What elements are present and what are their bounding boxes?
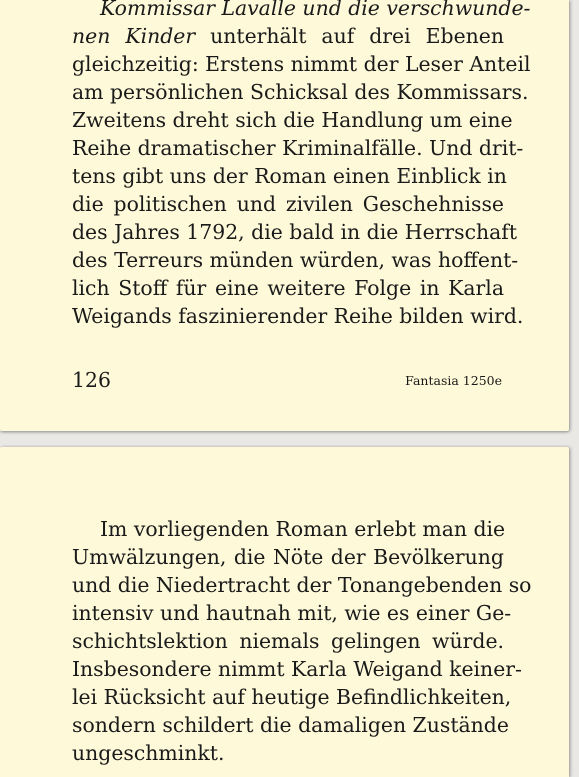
- text-line: die politischen und zivilen Geschehnisse: [72, 192, 504, 216]
- text-line: intensiv und hautnah mit, wie es einer Ge-: [72, 601, 512, 625]
- bottom-page-text: [72, 515, 532, 767]
- text-line: sondern schildert die damaligen Zustände: [72, 713, 509, 737]
- italic-title-fragment: nen Kinder: [72, 24, 196, 48]
- text-line: Umwälzungen, die Nöte der Bevölkerung: [72, 545, 504, 569]
- text-line: lich Stoff für eine weitere Folge in Karla: [72, 276, 504, 300]
- text-line: lei Rücksicht auf heutige Befindlichkeiten,: [72, 685, 512, 709]
- text-line: [72, 22, 504, 50]
- text-line: gleichzeitig: Erstens nimmt der Leser Anteil: [72, 52, 531, 76]
- text-line: [72, 0, 531, 22]
- text-line: des Terreurs münden würden, was hoffent-: [72, 248, 519, 272]
- text-line: schichtslektion niemals gelingen würde.: [72, 629, 504, 653]
- text-line: am persönlichen Schicksal des Kommissars.: [72, 80, 529, 104]
- text-line: Weigands faszinierender Reihe bilden wird.: [72, 304, 524, 328]
- line-text: unterhält auf drei Ebenen: [195, 24, 504, 48]
- text-line: Insbesondere nimmt Karla Weigand keiner-: [72, 657, 522, 681]
- text-line: Zweitens dreht sich die Handlung um eine: [72, 108, 513, 132]
- top-page-text: [72, 0, 531, 330]
- text-line: tens gibt uns der Roman einen Einblick in: [72, 164, 507, 188]
- text-line: Im vorliegenden Roman erlebt man die: [100, 517, 506, 541]
- bottom-page: [0, 447, 569, 777]
- series-imprint: Fantasia 1250e: [405, 373, 502, 388]
- text-line: des Jahres 1792, die bald in die Herrschaft: [72, 220, 518, 244]
- text-line: Reihe dramatischer Kriminalfälle. Und drit-: [72, 136, 524, 160]
- text-line: ungeschminkt.: [72, 741, 225, 765]
- text-line: und die Niedertracht der Tonangebenden so: [72, 573, 532, 597]
- page-number: 126: [72, 368, 111, 392]
- italic-title-fragment: Kommissar Lavalle und die verschwunde-: [100, 0, 531, 20]
